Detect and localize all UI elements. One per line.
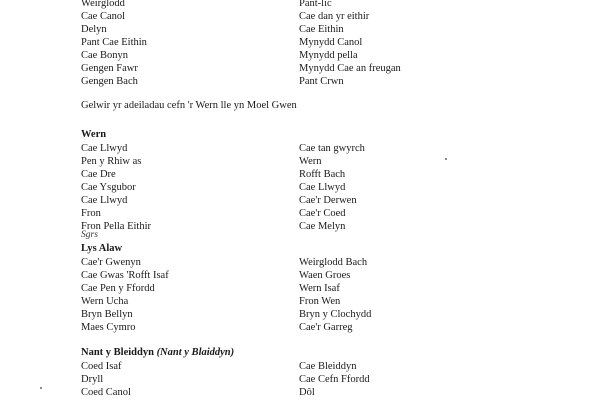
field-name-right: Cae tan gwyrch xyxy=(299,143,365,154)
field-name-right: Mynydd Cae an freugan xyxy=(299,63,401,74)
field-row xyxy=(81,194,581,207)
field-row xyxy=(81,321,581,334)
field-name-right: Cae Eithin xyxy=(299,24,344,35)
field-row xyxy=(81,0,581,10)
field-name-right: Wern xyxy=(299,156,322,167)
field-name-right: Weirglodd Bach xyxy=(299,257,368,268)
top-field-list xyxy=(81,0,581,88)
field-row xyxy=(81,373,581,386)
field-name-left: Pen y Rhiw as xyxy=(81,156,142,167)
scan-speck xyxy=(445,158,447,160)
field-row xyxy=(81,142,581,155)
field-row xyxy=(81,256,581,269)
field-name-left: Gengen Fawr xyxy=(81,63,138,74)
field-name-left: Delyn xyxy=(81,24,107,35)
field-name-left: Dryll xyxy=(81,374,104,385)
field-name-left: Wern Ucha xyxy=(81,296,129,307)
section-nant-y-bleiddyn xyxy=(81,346,581,399)
field-name-left: Cae Dre xyxy=(81,169,116,180)
field-name-left: Fron xyxy=(81,208,101,219)
field-name-left: Cae Ysgubor xyxy=(81,182,136,193)
field-name-right: Mynydd Canol xyxy=(299,37,363,48)
field-name-right: Pant Crwn xyxy=(299,76,344,87)
field-row xyxy=(81,168,581,181)
field-name-right: Dôl xyxy=(299,387,315,398)
field-name-right: Rofft Bach xyxy=(299,169,346,180)
field-name-left: Bryn Bellyn xyxy=(81,309,133,320)
section-title-lys-alaw: Lys Alaw xyxy=(81,243,123,254)
field-name-left: Cae Llwyd xyxy=(81,143,128,154)
field-row xyxy=(81,360,581,373)
field-name-right: Cae Bleiddyn xyxy=(299,361,357,372)
section-title-nant-main: Nant y Bleiddyn xyxy=(81,347,154,358)
field-name-left: Gengen Bach xyxy=(81,76,138,87)
field-name-left: Pant Cae Eithin xyxy=(81,37,147,48)
section-title-nant-alt: (Nant y Blaiddyn) xyxy=(156,347,235,358)
field-name-left: Cae Canol xyxy=(81,11,126,22)
field-name-right: Mynydd pella xyxy=(299,50,358,61)
field-name-right: Waen Groes xyxy=(299,270,351,281)
field-name-left: Weirglodd xyxy=(81,0,125,9)
field-name-left: Maes Cymro xyxy=(81,322,136,333)
field-row xyxy=(81,269,581,282)
field-name-right: Cae Melyn xyxy=(299,221,346,232)
field-name-right: Bryn y Clochydd xyxy=(299,309,372,320)
section-lys-alaw xyxy=(81,242,581,334)
field-name-right: Cae'r Garreg xyxy=(299,322,353,333)
field-row xyxy=(81,386,581,399)
field-name-right: Pant-lic xyxy=(299,0,332,9)
scan-speck xyxy=(40,387,42,389)
field-row xyxy=(81,308,581,321)
field-name-left: Cae Pen y Ffordd xyxy=(81,283,155,294)
field-name-right: Cae'r Derwen xyxy=(299,195,357,206)
field-name-right: Cae Cefn Ffordd xyxy=(299,374,370,385)
field-name-left: Fron Pella Eithir xyxy=(81,221,151,232)
field-row xyxy=(81,49,581,62)
field-row xyxy=(81,75,581,88)
field-name-right: Fron Wen xyxy=(299,296,341,307)
field-row xyxy=(81,282,581,295)
field-row xyxy=(81,62,581,75)
field-row xyxy=(81,295,581,308)
field-row xyxy=(81,220,581,233)
field-name-right: Cae'r Coed xyxy=(299,208,346,219)
section-sentence: Gelwir yr adeiladau cefn 'r Wern lle yn Moel Gwen xyxy=(81,100,297,111)
field-name-left: Cae Bonyn xyxy=(81,50,128,61)
field-name-right: Cae dan yr eithir xyxy=(299,11,370,22)
field-name-left: Cae Llwyd xyxy=(81,195,128,206)
field-row xyxy=(81,10,581,23)
field-name-left: Cae'r Gwenyn xyxy=(81,257,141,268)
handwritten-note: Sgrs xyxy=(81,230,98,240)
field-row xyxy=(81,155,581,168)
field-name-right: Cae Llwyd xyxy=(299,182,346,193)
field-row xyxy=(81,207,581,220)
section-title-nant xyxy=(81,346,581,360)
field-row xyxy=(81,36,581,49)
field-name-right: Wern Isaf xyxy=(299,283,340,294)
field-row xyxy=(81,23,581,36)
field-name-left: Cae Gwas 'Rofft Isaf xyxy=(81,270,169,281)
field-name-left: Coed Isaf xyxy=(81,361,122,372)
section-title-wern: Wern xyxy=(81,129,107,140)
field-row xyxy=(81,181,581,194)
section-wern xyxy=(81,128,581,233)
field-name-left: Coed Canol xyxy=(81,387,131,398)
